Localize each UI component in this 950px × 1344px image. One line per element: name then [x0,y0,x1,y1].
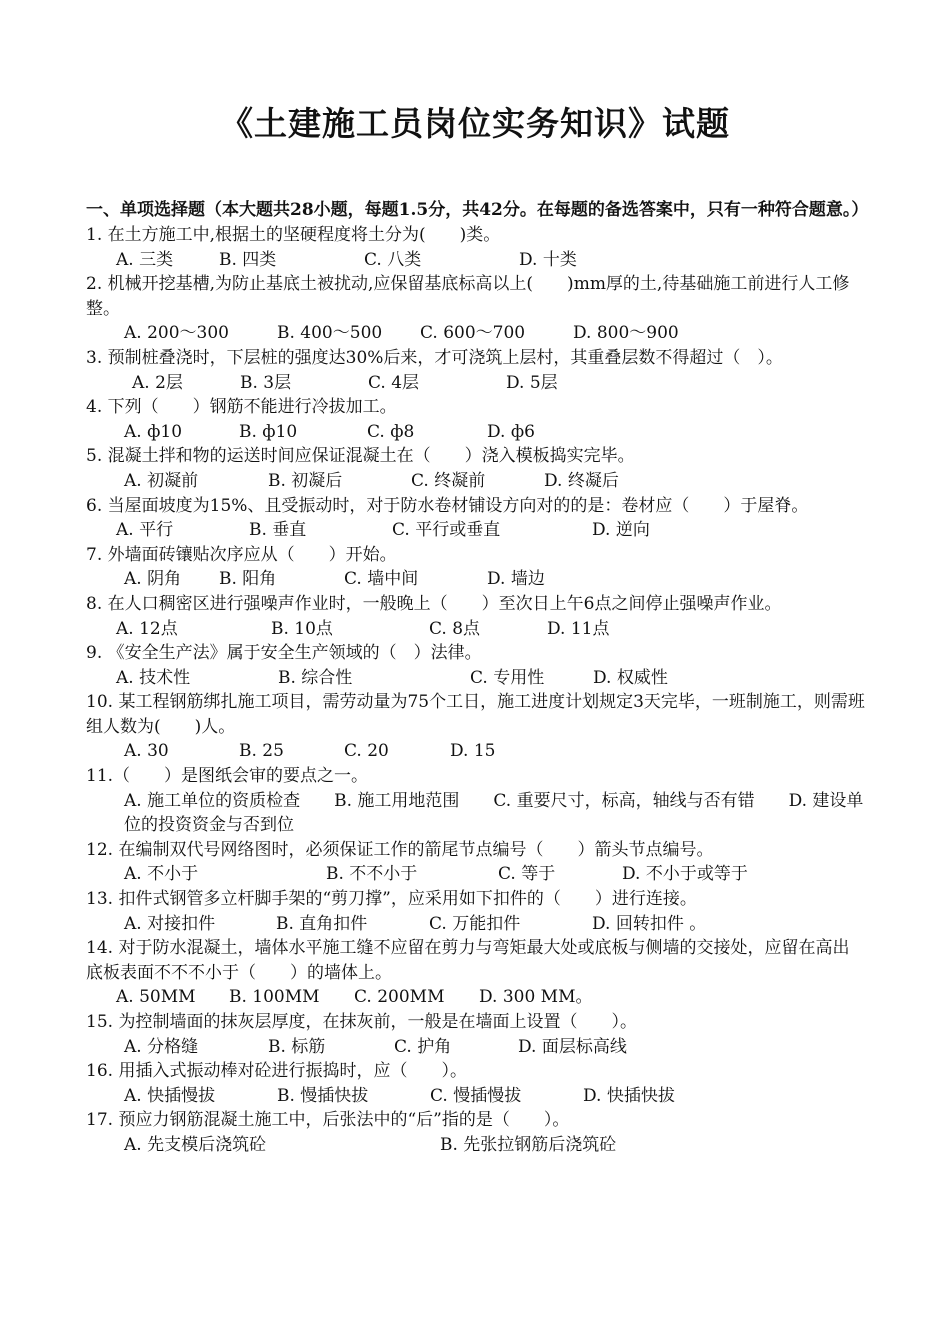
option-a: A. 快插慢拔 [124,1085,216,1106]
question-options: A. 施工单位的资质检查 B. 施工用地范围 C. 重要尺寸，标高，轴线与否有错 D. 建设单位的投资资金与否到位 [124,790,864,836]
question-text: 13. 扣件式钢管多立杆脚手架的“剪刀撑”，应采用如下扣件的（ ）进行连接。 [86,889,697,910]
option-d: D. 墙边 [487,569,545,590]
option-b: B. 初凝后 [268,470,343,491]
option-b: B. 综合性 [278,667,353,688]
question-options [86,469,866,494]
option-c: C. 200MM [354,987,445,1008]
option-c: C. 8点 [429,618,481,639]
option-a: A. 12点 [116,618,178,639]
question-text: 4. 下列（ ）钢筋不能进行冷拔加工。 [86,397,397,418]
question-text: 1. 在土方施工中,根据土的坚硬程度将土分为( )类。 [86,225,501,245]
option-d: D. 11点 [547,618,610,639]
option-b: B. 100MM [229,987,320,1008]
option-d: D. ф6 [487,421,535,442]
option-d: D. 权威性 [593,667,668,688]
option-a: A. 分格缝 [124,1036,199,1057]
option-b: B. 慢插快拔 [277,1085,369,1106]
question-text: 10. 某工程钢筋绑扎施工项目，需劳动量为75个工日，施工进度计划规定3天完毕，一班制施工，则需班组人数为( )人。 [86,692,865,737]
option-a: A. 对接扣件 [124,913,216,934]
option-c: C. 600～700 [420,323,526,344]
option-b: B. 垂直 [249,520,307,541]
option-d: D. 300 MM。 [479,987,593,1008]
question-text: 17. 预应力钢筋混凝土施工中，后张法中的“后”指的是（ ）。 [86,1110,570,1131]
option-d: D. 逆向 [592,520,650,541]
option-b: B. 四类 [219,249,277,270]
question-options [86,862,866,887]
question-text: 16. 用插入式振动棒对砼进行振捣时，应（ ）。 [86,1061,467,1082]
question-options [86,518,866,543]
option-c: C. 护角 [394,1036,452,1057]
question-text: 11.（ ）是图纸会审的要点之一。 [86,766,369,787]
question-options [86,248,866,273]
option-a: A. 50MM [116,987,196,1008]
option-d: D. 十类 [519,249,577,270]
question-text: 15. 为控制墙面的抹灰层厚度，在抹灰前，一般是在墙面上设置（ ）。 [86,1012,637,1032]
option-a: A. 2层 [132,372,183,393]
option-c: C. 八类 [364,249,422,270]
option-a: A. 阴角 [124,569,182,590]
option-a: A. 平行 [116,520,174,541]
option-d: D. 800～900 [573,323,679,344]
option-b: B. 直角扣件 [276,913,368,934]
option-c: C. 平行或垂直 [392,520,501,541]
option-b: B. 3层 [240,372,292,393]
option-c: C. 20 [344,741,389,762]
option-a: A. 技术性 [116,667,191,688]
option-c: C. 慢插慢拔 [430,1085,522,1106]
option-b: B. 标筋 [268,1036,326,1057]
question-section [86,198,869,1158]
section-heading: 一、单项选择题（本大题共28小题，每题1.5分，共42分。在每题的备选答案中，只有一种符合题意。） [86,200,869,220]
option-c: C. ф8 [367,421,415,442]
page-title: 《土建施工员岗位实务知识》试题 [220,104,730,143]
option-d: D. 终凝后 [544,470,619,491]
question-text: 3. 预制桩叠浇时，下层桩的强度达30%后来，才可浇筑上层村，其重叠层数不得超过（ ）。 [86,347,783,368]
option-d: D. 不小于或等于 [622,864,748,885]
option-a: A. 三类 [116,249,174,270]
option-c: C. 4层 [368,372,420,393]
option-c: C. 终凝前 [411,470,486,491]
option-c: C. 墙中间 [344,569,419,590]
option-c: C. 等于 [498,864,556,885]
question-options [86,1035,866,1060]
question-options [86,420,866,445]
option-d: D. 面层标高线 [518,1036,627,1057]
question-text: 12. 在编制双代号网络图时，必须保证工作的箭尾节点编号（ ）箭头节点编号。 [86,839,714,860]
option-a: A. 30 [124,741,169,762]
option-d: D. 15 [450,741,496,762]
question-text: 9. 《安全生产法》属于安全生产领域的（ ）法律。 [86,643,482,664]
option-c: C. 专用性 [470,667,545,688]
question-options [86,739,866,764]
question-options [86,371,866,396]
option-a: A. ф10 [124,421,183,442]
question-options [86,617,866,642]
option-b: B. ф10 [239,421,298,442]
question-options [86,567,866,592]
option-b: B. 400～500 [277,323,383,344]
question-options [86,1084,866,1109]
question-text: 5. 混凝土拌和物的运送时间应保证混凝土在（ ）浇入模板捣实完毕。 [86,446,635,467]
question-text: 7. 外墙面砖镶贴次序应从（ ）开始。 [86,544,397,565]
question-options [86,912,866,937]
option-b: B. 先张拉钢筋后浇筑砼 [440,1134,617,1155]
option-a: A. 先支模后浇筑砼 [124,1134,267,1155]
question-text: 8. 在人口稠密区进行强噪声作业时，一般晚上（ ）至次日上午6点之间停止强噪声作业。 [86,593,782,614]
question-options [86,666,866,691]
option-b: B. 阳角 [219,569,277,590]
question-options [86,321,866,346]
question-options [86,985,866,1010]
question-text: 2. 机械开挖基槽,为防止基底土被扰动,应保留基底标高以上( )mm厚的土,待基础施工前进行人工修整。 [86,274,850,319]
question-options [86,1133,866,1158]
option-d: D. 快插快拔 [583,1085,675,1106]
option-c: C. 万能扣件 [429,913,521,934]
option-b: B. 25 [239,741,284,762]
option-b: B. 10点 [271,618,333,639]
option-a: A. 初凝前 [124,470,199,491]
option-d: D. 回转扣件 。 [592,913,707,934]
question-text: 6. 当屋面坡度为15%、且受振动时，对于防水卷材铺设方向对的的是：卷材应（ ）于屋脊。 [86,495,809,516]
option-a: A. 不小于 [124,864,199,885]
option-d: D. 5层 [506,372,558,393]
option-b: B. 不不小于 [326,864,418,885]
option-a: A. 200～300 [124,323,229,344]
question-text: 14. 对于防水混凝土，墙体水平施工缝不应留在剪力与弯矩最大处或底板与侧墙的交接处，应留在高出底板表面不不不小于（ ）的墙体上。 [86,938,850,983]
